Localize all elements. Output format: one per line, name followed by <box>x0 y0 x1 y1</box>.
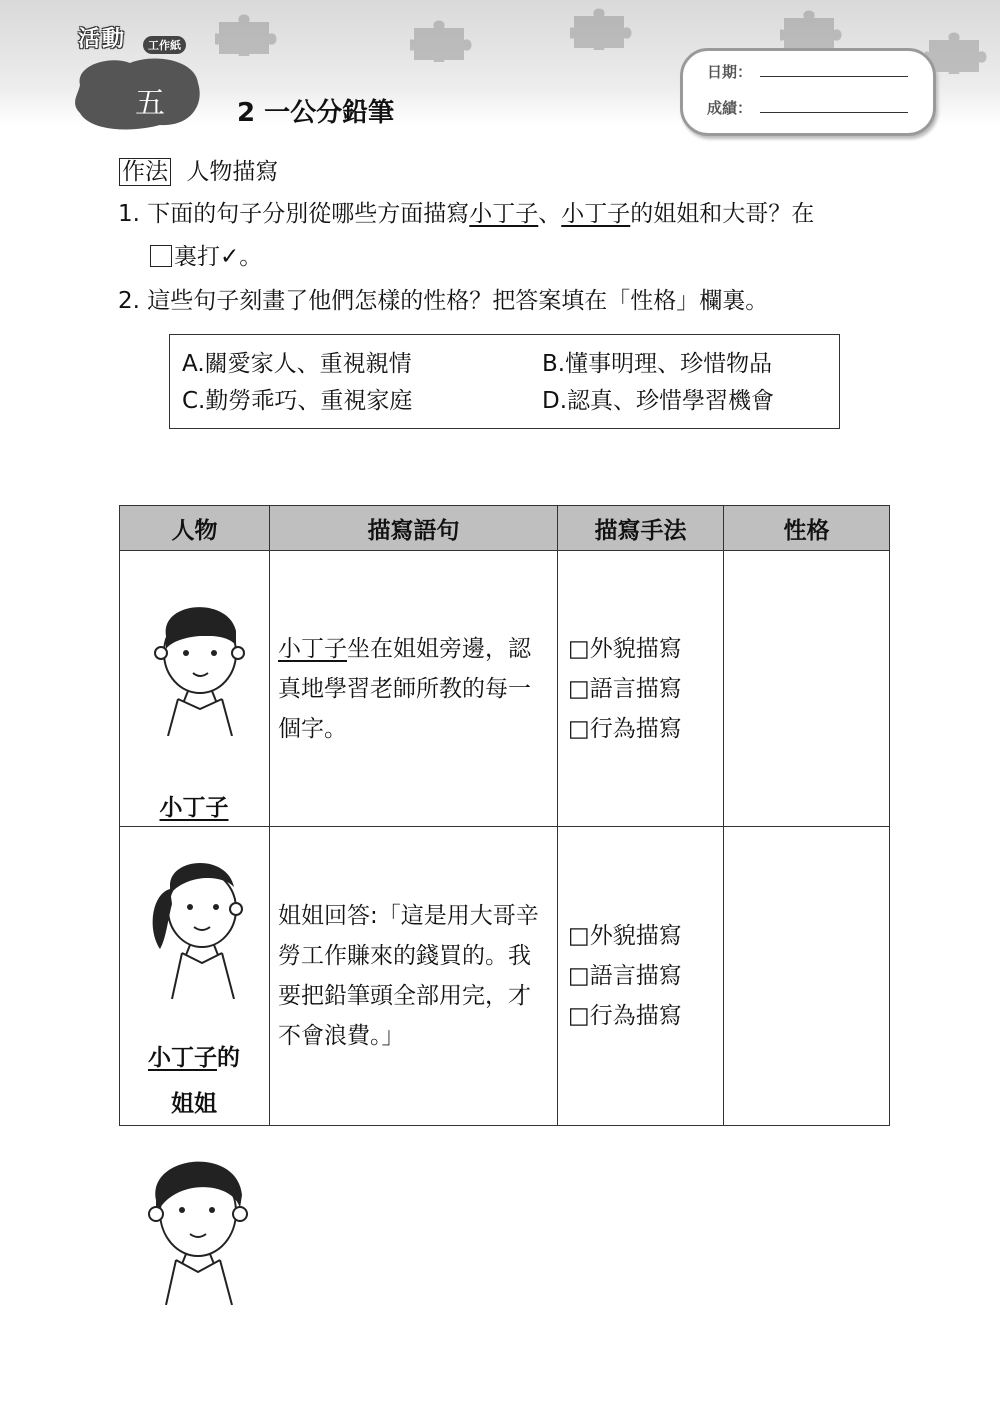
option-a: A.關愛家人、重視親情 <box>182 351 412 377</box>
sentence-cell <box>270 551 558 827</box>
person-name <box>120 1039 268 1072</box>
technique-option[interactable]: □語言描寫 <box>568 675 682 702</box>
technique-cell <box>558 551 724 827</box>
description-sentence: 姐姐回答:「這是用大哥辛勞工作賺來的錢買的。我要把鉛筆頭全部用完，才不會浪費。」 <box>278 903 539 1049</box>
question-2: 2. 這些句子刻畫了他們怎樣的性格？把答案填在「性格」欄裏。 <box>118 288 769 314</box>
q1-separator: 、 <box>538 201 562 227</box>
header-technique: 描寫手法 <box>558 506 724 551</box>
technique-option[interactable]: □行為描寫 <box>568 1003 682 1029</box>
score-field[interactable] <box>760 100 908 113</box>
person-name <box>120 789 268 822</box>
technique-option[interactable]: □行為描寫 <box>568 715 682 742</box>
option-d: D.認真、珍惜學習機會 <box>542 388 775 414</box>
question-1 <box>118 199 814 229</box>
puzzle-icon <box>410 18 474 62</box>
option-b: B.懂事明理、珍惜物品 <box>542 351 773 377</box>
table-header-row <box>120 506 890 551</box>
puzzle-icon <box>215 12 279 56</box>
technique-option[interactable]: □外貌描寫 <box>568 923 682 949</box>
q1-name-underlined: 小丁子 <box>561 201 631 227</box>
question-1-line2 <box>150 242 262 272</box>
sentence-text: 坐在姐姐旁邊，認真地學習老師所教的每一個字。 <box>278 635 531 742</box>
checkbox-icon <box>150 245 172 267</box>
q1-text: 裏打✓。 <box>174 244 263 270</box>
unit-number: 五 <box>135 86 165 121</box>
person-cell <box>120 551 270 827</box>
method-heading <box>119 153 278 186</box>
date-score-box <box>680 48 936 136</box>
lesson-title: 2 一公分鉛筆 <box>237 98 395 128</box>
method-tag: 作法 <box>119 158 171 186</box>
date-field[interactable] <box>760 64 908 77</box>
boy-portrait-icon <box>148 591 248 736</box>
technique-cell <box>558 827 724 1126</box>
options-box <box>169 334 840 429</box>
person-name-text: 的 <box>217 1045 240 1071</box>
date-label: 日期： <box>707 63 753 81</box>
description-sentence <box>270 629 557 749</box>
trait-answer-cell[interactable] <box>724 551 890 827</box>
option-c: C.勤勞乖巧、重視家庭 <box>182 388 413 414</box>
score-label: 成績： <box>707 99 753 117</box>
sentence-cell <box>270 827 558 1126</box>
score-row <box>707 97 908 118</box>
person-name-line2: 姐姐 <box>171 1091 217 1117</box>
header-person: 人物 <box>120 506 270 551</box>
date-row <box>707 61 908 82</box>
puzzle-icon <box>570 6 634 50</box>
older-brother-portrait-icon <box>142 1140 252 1305</box>
header-trait: 性格 <box>724 506 890 551</box>
character-table <box>119 505 890 1126</box>
q1-text: 1. 下面的句子分別從哪些方面描寫 <box>118 201 470 227</box>
puzzle-icon <box>780 8 844 52</box>
girl-portrait-icon <box>142 849 250 999</box>
badge-main-label: 活動 <box>78 27 127 52</box>
table-row <box>120 551 890 827</box>
q1-name-underlined: 小丁子 <box>469 201 539 227</box>
header-sentence: 描寫語句 <box>270 506 558 551</box>
trait-answer-cell[interactable] <box>724 827 890 1126</box>
technique-option[interactable]: □外貌描寫 <box>568 635 682 662</box>
q1-text: 的姐姐和大哥？在 <box>630 201 815 227</box>
table-row <box>120 827 890 1126</box>
badge-sub-label: 工作紙 <box>143 36 186 54</box>
method-name: 人物描寫 <box>186 159 279 185</box>
person-cell <box>120 827 270 1126</box>
technique-option[interactable]: □語言描寫 <box>568 963 682 989</box>
sentence-name: 小丁子 <box>278 635 347 662</box>
person-name-text: 小丁子 <box>148 1045 217 1071</box>
person-name-text: 小丁子 <box>159 795 229 821</box>
